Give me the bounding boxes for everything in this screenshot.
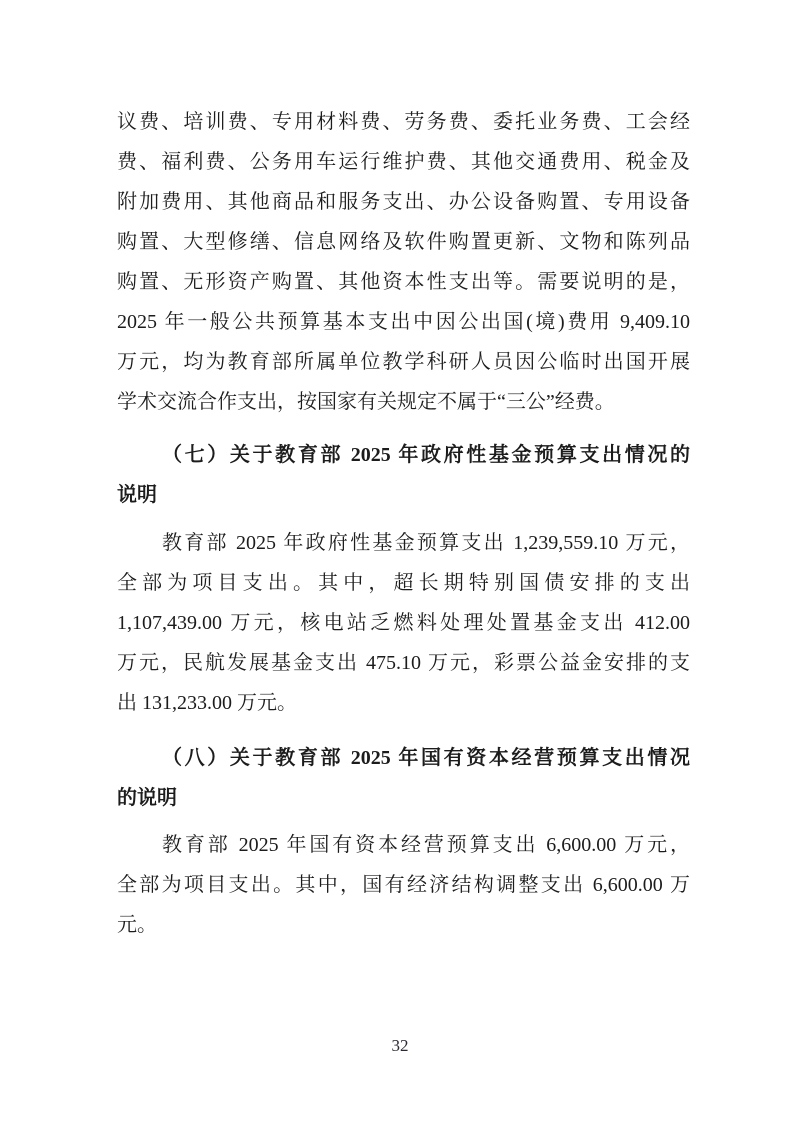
heading-line: 的说明 [117, 787, 177, 809]
paragraph-line: 全部为项目支出。其中，国有经济结构调整支出 6,600.00 万 [117, 874, 690, 896]
paragraph-line: 议费、培训费、专用材料费、劳务费、委托业务费、工会经 [117, 111, 690, 133]
heading-line: （七）关于教育部 2025 年政府性基金预算支出情况的 [162, 444, 690, 466]
paragraph-line: 全部为项目支出。其中，超长期特别国债安排的支出 [117, 572, 690, 594]
body-paragraph-basic-expenditure [117, 102, 690, 422]
page-number: 32 [391, 1036, 409, 1055]
paragraph-line: 1,107,439.00 万元，核电站乏燃料处理处置基金支出 412.00 [117, 612, 690, 634]
paragraph-line: 万元，均为教育部所属单位教学科研人员因公临时出国开展 [117, 351, 690, 373]
heading-line: 说明 [117, 484, 157, 506]
body-paragraph-state-capital [117, 825, 690, 945]
paragraph-line: 万元，民航发展基金支出 475.10 万元，彩票公益金安排的支 [117, 652, 690, 674]
paragraph-line: 学术交流合作支出，按国家有关规定不属于“三公”经费。 [117, 391, 615, 413]
section-heading-8 [117, 738, 690, 818]
paragraph-line: 元。 [117, 914, 157, 936]
paragraph-line: 附加费用、其他商品和服务支出、办公设备购置、专用设备 [117, 191, 690, 213]
section-heading-7 [117, 435, 690, 515]
paragraph-line: 教育部 2025 年政府性基金预算支出 1,239,559.10 万元， [162, 532, 690, 554]
paragraph-line: 购置、无形资产购置、其他资本性支出等。需要说明的是， [117, 271, 690, 293]
paragraph-line: 出 131,233.00 万元。 [117, 692, 297, 714]
paragraph-line: 购置、大型修缮、信息网络及软件购置更新、文物和陈列品 [117, 231, 690, 253]
paragraph-line: 2025 年一般公共预算基本支出中因公出国(境)费用 9,409.10 [117, 311, 690, 333]
paragraph-line: 费、福利费、公务用车运行维护费、其他交通费用、税金及 [117, 151, 690, 173]
body-paragraph-government-fund [117, 523, 690, 723]
paragraph-line: 教育部 2025 年国有资本经营预算支出 6,600.00 万元， [162, 834, 690, 856]
heading-line: （八）关于教育部 2025 年国有资本经营预算支出情况 [162, 747, 690, 769]
